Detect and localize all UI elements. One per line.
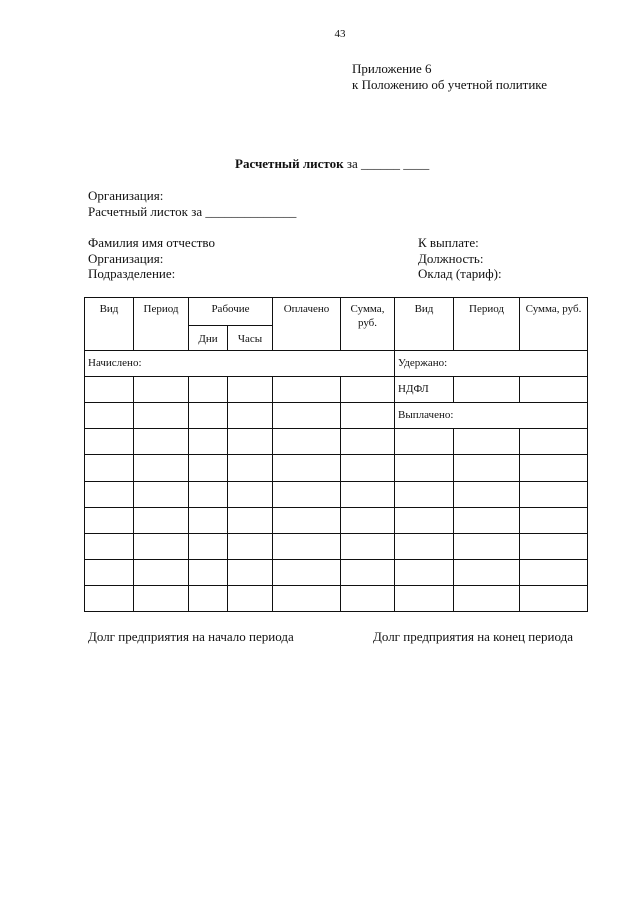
accrued-label: Начислено: bbox=[85, 351, 395, 377]
payslip-for-label: Расчетный листок за ______________ bbox=[88, 204, 297, 219]
appendix-title: Приложение 6 bbox=[352, 61, 432, 76]
employee-org-label: Организация: bbox=[88, 251, 164, 266]
table-row bbox=[85, 507, 588, 533]
payslip-table bbox=[84, 297, 588, 612]
table-row bbox=[85, 429, 588, 455]
table-cell bbox=[520, 377, 588, 403]
header-hours: Часы bbox=[228, 326, 273, 351]
table-row bbox=[85, 481, 588, 507]
table-row bbox=[85, 559, 588, 585]
table-row bbox=[85, 585, 588, 611]
table-cell bbox=[134, 403, 189, 429]
salary-label: Оклад (тариф): bbox=[418, 266, 502, 281]
header-period: Период bbox=[134, 298, 189, 351]
paid-out-label: Выплачено: bbox=[395, 403, 588, 429]
table-cell bbox=[341, 377, 395, 403]
header-kind-withheld: Вид bbox=[395, 298, 454, 351]
position-label: Должность: bbox=[418, 251, 484, 266]
table-row bbox=[85, 455, 588, 481]
document-title-bold: Расчетный листок bbox=[235, 156, 344, 171]
table-cell bbox=[85, 377, 134, 403]
header-working: Рабочие bbox=[189, 298, 273, 326]
header-amount: Сумма, руб. bbox=[341, 298, 395, 351]
header-amount-withheld: Сумма, руб. bbox=[520, 298, 588, 351]
debt-start-label: Долг предприятия на начало периода bbox=[88, 629, 294, 644]
table-cell bbox=[228, 403, 273, 429]
page-number: 43 bbox=[334, 28, 346, 40]
table-cell bbox=[454, 377, 520, 403]
to-pay-label: К выплате: bbox=[418, 235, 479, 250]
document-title bbox=[235, 156, 429, 172]
header-paid: Оплачено bbox=[273, 298, 341, 351]
department-label: Подразделение: bbox=[88, 266, 176, 281]
table-cell bbox=[273, 377, 341, 403]
header-kind: Вид bbox=[85, 298, 134, 351]
table-cell bbox=[85, 403, 134, 429]
table-cell bbox=[228, 377, 273, 403]
withheld-label: Удержано: bbox=[395, 351, 588, 377]
full-name-label: Фамилия имя отчество bbox=[88, 235, 215, 250]
org-label: Организация: bbox=[88, 188, 164, 203]
table-cell bbox=[189, 377, 228, 403]
header-days: Дни bbox=[189, 326, 228, 351]
table-cell bbox=[134, 377, 189, 403]
table-cell bbox=[189, 403, 228, 429]
appendix-subtitle: к Положению об учетной политике bbox=[352, 77, 548, 92]
table-cell bbox=[273, 403, 341, 429]
document-title-period: за ______ ____ bbox=[343, 156, 430, 171]
debt-end-label: Долг предприятия на конец периода bbox=[373, 629, 573, 644]
table-cell bbox=[341, 403, 395, 429]
ndfl-label: НДФЛ bbox=[395, 377, 454, 403]
header-period-withheld: Период bbox=[454, 298, 520, 351]
table-row bbox=[85, 533, 588, 559]
